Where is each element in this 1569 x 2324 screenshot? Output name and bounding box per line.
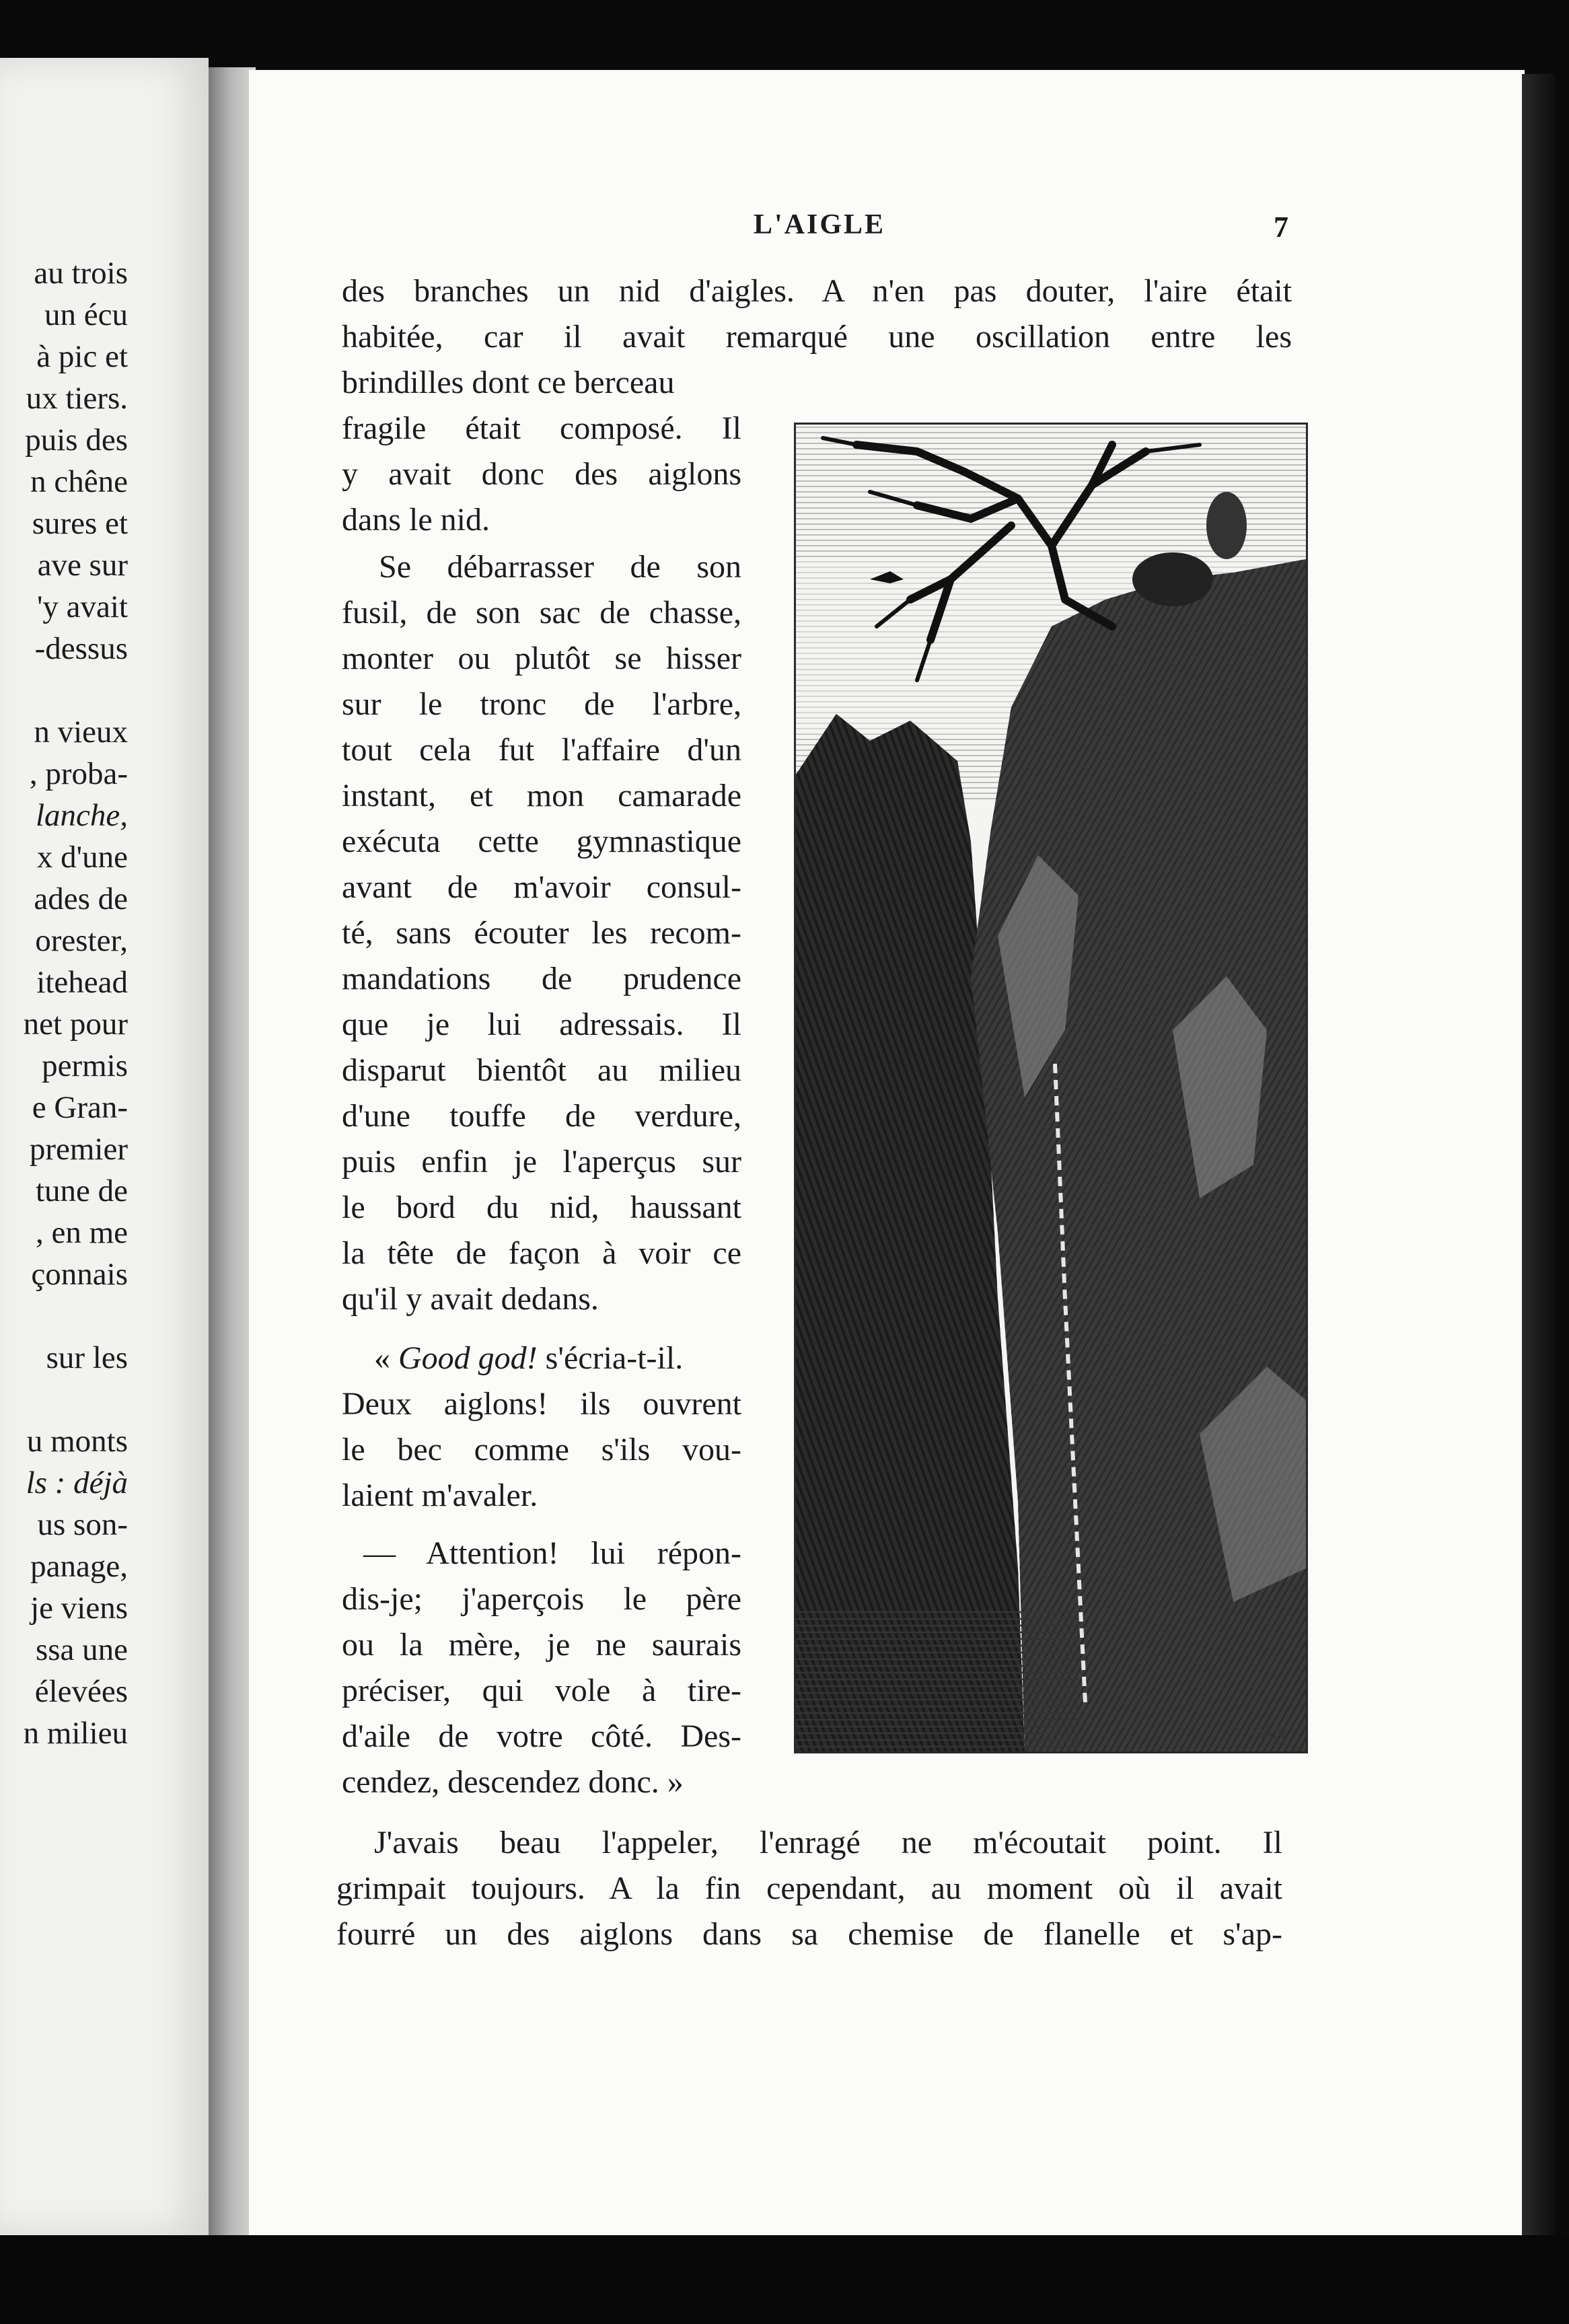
text-line: fragile était composé. Il <box>342 410 741 446</box>
left-page-line: lanche, <box>35 798 128 833</box>
left-page-line: je viens <box>30 1591 128 1626</box>
text-line: brindilles dont ce berceau <box>342 365 675 400</box>
text-line: le bec comme s'ils vou- <box>342 1432 741 1467</box>
left-page-line: -dessus <box>34 631 128 666</box>
left-page-line: , en me <box>35 1215 128 1250</box>
left-page-line: n vieux <box>34 715 128 750</box>
text-line: tout cela fut l'affaire d'un <box>342 732 741 768</box>
text-line: dans le nid. <box>342 502 490 538</box>
left-page-line: çonnais <box>31 1257 128 1292</box>
left-page-line: premier <box>29 1132 128 1167</box>
text-line: cendez, descendez donc. » <box>342 1764 684 1800</box>
engraving-illustration <box>794 423 1308 1753</box>
running-head: L'AIGLE <box>754 209 886 240</box>
text-line: d'aile de votre côté. Des- <box>342 1718 741 1754</box>
text-line: dis-je; j'aperçois le père <box>342 1581 741 1617</box>
text-line: sur le tronc de l'arbre, <box>342 686 741 722</box>
text-line: habitée, car il avait remarqué une oscillation entre les <box>342 319 1292 355</box>
left-page-line: us son- <box>37 1507 128 1542</box>
text-line: la tête de façon à voir ce <box>342 1235 741 1271</box>
bottom-shadow <box>0 2235 1569 2324</box>
text-line: disparut bientôt au milieu <box>342 1052 741 1088</box>
left-page-line: u monts <box>26 1424 128 1459</box>
text-line: fourré un des aiglons dans sa chemise de flanelle et s'ap- <box>336 1916 1282 1952</box>
left-page-line: panage, <box>30 1549 128 1584</box>
left-page-line: net pour <box>23 1007 128 1042</box>
text-line: puis enfin je l'aperçus sur <box>342 1144 741 1179</box>
left-page-line: 'y avait <box>36 589 128 624</box>
text-line: que je lui adressais. Il <box>342 1007 741 1042</box>
text-line: Deux aiglons! ils ouvrent <box>342 1386 741 1422</box>
left-page-line: itehead <box>36 965 128 1000</box>
text-line: fusil, de son sac de chasse, <box>342 595 741 630</box>
text-line: té, sans écouter les recom- <box>342 915 741 951</box>
left-page-line: sur les <box>46 1340 128 1375</box>
left-page-line: e Gran- <box>32 1090 128 1125</box>
left-page-line: ssa une <box>35 1632 128 1667</box>
text-line: J'avais beau l'appeler, l'enragé ne m'écoutait point. Il <box>374 1825 1282 1860</box>
text-line <box>374 1336 683 1381</box>
text-line: qu'il y avait dedans. <box>342 1281 599 1317</box>
left-page-line: ls : déjà <box>26 1465 128 1500</box>
text-line: y avait donc des aiglons <box>342 456 741 492</box>
left-page-line: ades de <box>34 881 128 916</box>
left-page-line: orester, <box>35 923 128 958</box>
text-line: monter ou plutôt se hisser <box>342 641 741 676</box>
left-page <box>0 58 209 2235</box>
left-page-line: à pic et <box>36 339 128 374</box>
left-page-line: x d'une <box>36 840 128 875</box>
left-page-line: un écu <box>44 297 128 332</box>
text-line: instant, et mon camarade <box>342 778 741 813</box>
left-page-line: puis des <box>25 423 128 458</box>
text-line: avant de m'avoir consul- <box>342 869 741 905</box>
engraving-cliff-with-tree-icon <box>796 425 1306 1751</box>
text-line: exécuta cette gymnastique <box>342 824 741 859</box>
text-line: mandations de prudence <box>342 961 741 996</box>
text-line: Se débarrasser de son <box>379 549 741 585</box>
text-line: — Attention! lui répon- <box>363 1535 741 1571</box>
text-line: grimpait toujours. A la fin cependant, au moment où il avait <box>336 1871 1282 1906</box>
text-line: le bord du nid, haussant <box>342 1190 741 1225</box>
text-line: des branches un nid d'aigles. A n'en pas douter, l'aire était <box>342 273 1292 309</box>
illustration-signature: PAN <box>1251 1722 1286 1743</box>
left-page-line: ux tiers. <box>26 381 128 416</box>
left-page-line: n chêne <box>30 464 128 499</box>
quote-open: « <box>374 1340 398 1376</box>
left-page-line: permis <box>42 1048 128 1083</box>
page-number: 7 <box>1274 211 1288 244</box>
text-line: préciser, qui vole à tire- <box>342 1673 741 1708</box>
left-page-line: sures et <box>32 506 128 541</box>
text-line: laient m'avaler. <box>342 1478 538 1513</box>
italic-exclamation: Good god! <box>398 1340 538 1376</box>
left-page-line: ave sur <box>37 548 128 583</box>
text-span: s'écria-t-il. <box>537 1340 684 1376</box>
left-page-line: n milieu <box>23 1716 128 1751</box>
page-edge-shadow <box>1522 74 1556 2241</box>
text-line: d'une touffe de verdure, <box>342 1098 741 1134</box>
left-page-line: tune de <box>35 1173 128 1208</box>
left-page-line: au trois <box>34 256 128 291</box>
left-page-line: , proba- <box>29 756 128 791</box>
text-line: ou la mère, je ne saurais <box>342 1627 741 1663</box>
left-page-line: élevées <box>34 1674 128 1709</box>
